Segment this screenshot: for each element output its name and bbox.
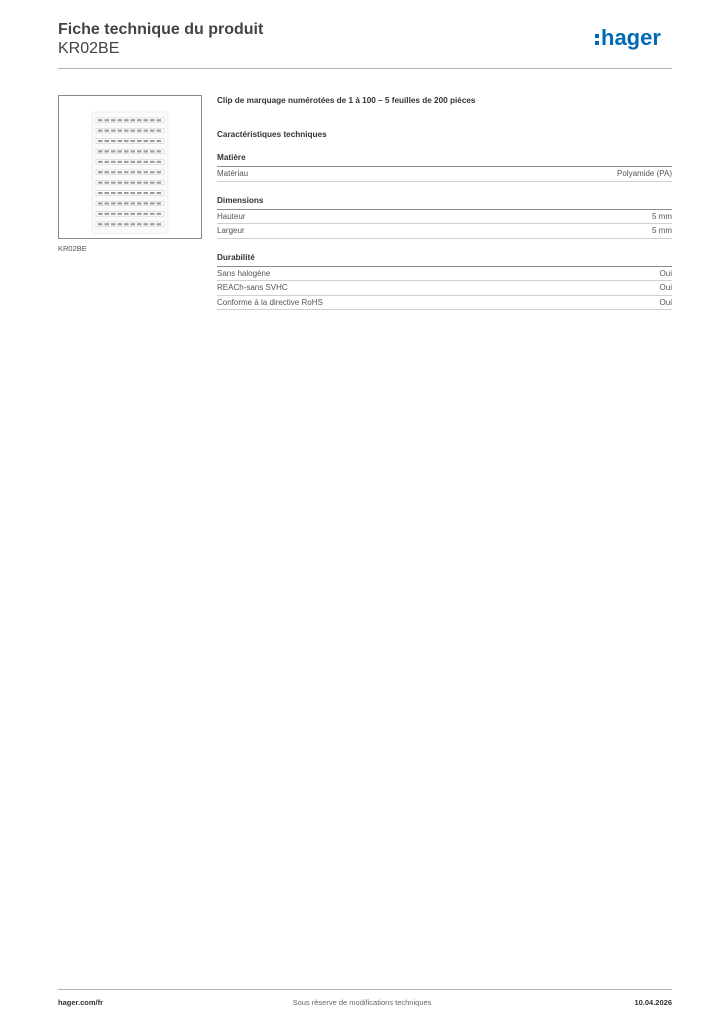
marker-clip: [131, 119, 136, 121]
footer-date: 10.04.2026: [634, 998, 672, 1007]
marker-clip: [137, 140, 142, 142]
marker-clip: [111, 182, 116, 184]
marker-clip: [137, 161, 142, 163]
marker-clip: [137, 171, 142, 173]
spec-value: Oui: [659, 283, 672, 292]
marker-clip: [98, 192, 103, 194]
marker-clip: [150, 213, 155, 215]
marker-clip: [144, 192, 149, 194]
marker-clip: [105, 150, 110, 152]
marker-clip: [124, 150, 129, 152]
marker-clip: [150, 171, 155, 173]
marker-clip: [111, 119, 116, 121]
marker-clip: [124, 223, 129, 225]
group-title: Durabilité: [217, 251, 672, 267]
marker-clip: [118, 119, 123, 121]
marker-clip: [111, 223, 116, 225]
marker-clip: [144, 223, 149, 225]
spec-value: 5 mm: [652, 226, 672, 235]
marker-clip: [98, 150, 103, 152]
marker-clip: [105, 140, 110, 142]
marker-clip: [118, 171, 123, 173]
marker-clip: [118, 161, 123, 163]
marker-clip: [111, 213, 116, 215]
marker-clip: [105, 213, 110, 215]
spec-group-matiere: [217, 151, 672, 182]
marker-clip: [137, 150, 142, 152]
marker-clip: [144, 182, 149, 184]
marker-clip: [150, 192, 155, 194]
marker-clip: [144, 140, 149, 142]
spec-row-hauteur: [217, 210, 672, 225]
marker-clip: [157, 223, 162, 225]
marker-clip: [150, 161, 155, 163]
marker-clip: [144, 202, 149, 204]
marker-clip: [111, 130, 116, 132]
marker-clip: [98, 130, 103, 132]
document-title: Fiche technique du produit: [58, 21, 264, 38]
product-image: [58, 95, 202, 239]
marker-clip: [157, 161, 162, 163]
marker-clip: [131, 202, 136, 204]
marker-clip: [98, 182, 103, 184]
spec-label: REACh-sans SVHC: [217, 283, 288, 292]
spec-row-sans-halogene: [217, 267, 672, 282]
marker-clip: [157, 140, 162, 142]
marker-clip: [105, 182, 110, 184]
spec-row-largeur: [217, 224, 672, 239]
marker-clip: [131, 161, 136, 163]
marker-clip: [98, 161, 103, 163]
spec-row-rohs: [217, 296, 672, 311]
marker-clip: [124, 140, 129, 142]
marker-clip: [144, 161, 149, 163]
marker-clip: [111, 161, 116, 163]
marker-clip: [105, 171, 110, 173]
marker-clip: [144, 171, 149, 173]
marker-clip: [98, 171, 103, 173]
marker-clip: [98, 140, 103, 142]
hager-logo: [594, 24, 672, 58]
marker-clip: [111, 140, 116, 142]
image-caption: KR02BE: [58, 244, 87, 253]
marker-clip: [144, 119, 149, 121]
marker-clip: [105, 130, 110, 132]
marker-clip: [111, 202, 116, 204]
marker-clip: [124, 202, 129, 204]
marker-clip: [98, 202, 103, 204]
spec-row-materiau: [217, 167, 672, 182]
marker-clip: [105, 119, 110, 121]
spec-value: 5 mm: [652, 211, 672, 221]
marker-clip: [150, 202, 155, 204]
spec-group-durabilite: [217, 251, 672, 311]
spec-label: Conforme à la directive RoHS: [217, 297, 323, 307]
marker-clip: [118, 223, 123, 225]
spec-label: Largeur: [217, 226, 245, 235]
marker-clip: [150, 119, 155, 121]
marker-clip: [124, 182, 129, 184]
marker-clip: [150, 223, 155, 225]
footer-website-link[interactable]: hager.com/fr: [58, 998, 104, 1007]
header-divider: [58, 68, 672, 69]
marker-clip: [98, 119, 103, 121]
marker-clip: [124, 161, 129, 163]
spec-label: Hauteur: [217, 211, 246, 221]
marker-clip: [118, 213, 123, 215]
marker-clip: [144, 213, 149, 215]
brand-name: hager: [601, 25, 661, 50]
marker-clip: [131, 182, 136, 184]
marker-clip: [124, 130, 129, 132]
marker-clip: [105, 223, 110, 225]
marker-clip: [137, 223, 142, 225]
marker-clip: [124, 192, 129, 194]
marker-clip: [111, 150, 116, 152]
footer-disclaimer: Sous réserve de modifications techniques: [292, 998, 432, 1007]
marker-clip: [131, 223, 136, 225]
marker-clip: [111, 192, 116, 194]
marker-clip: [118, 192, 123, 194]
marker-sheet-illustration: [59, 96, 201, 238]
marker-clip: [118, 150, 123, 152]
marker-clip: [131, 140, 136, 142]
spec-group-dimensions: [217, 194, 672, 239]
spec-row-reach: [217, 281, 672, 296]
marker-clip: [124, 213, 129, 215]
marker-clip: [118, 140, 123, 142]
marker-clip: [157, 150, 162, 152]
product-code: KR02BE: [58, 40, 120, 57]
footer-divider: [58, 989, 672, 990]
marker-clip: [118, 182, 123, 184]
marker-clip: [157, 213, 162, 215]
marker-clip: [105, 202, 110, 204]
marker-clip: [150, 140, 155, 142]
marker-clip: [157, 130, 162, 132]
spec-label: Matériau: [217, 169, 249, 178]
marker-clip: [118, 130, 123, 132]
marker-clip: [150, 150, 155, 152]
spec-heading: Caractéristiques techniques: [217, 130, 327, 139]
marker-clip: [137, 213, 142, 215]
marker-clip: [98, 223, 103, 225]
marker-clip: [150, 182, 155, 184]
marker-clip: [105, 161, 110, 163]
marker-clip: [105, 192, 110, 194]
product-description: Clip de marquage numérotées de 1 à 100 – 5 feuilles de 200 pièces: [217, 96, 476, 105]
marker-clip: [137, 202, 142, 204]
marker-clip: [157, 202, 162, 204]
marker-clip: [157, 171, 162, 173]
marker-clip: [157, 119, 162, 121]
marker-clip: [124, 171, 129, 173]
marker-clip: [137, 192, 142, 194]
marker-clip: [98, 213, 103, 215]
marker-clip: [131, 192, 136, 194]
marker-clip: [157, 182, 162, 184]
group-title: Dimensions: [217, 194, 672, 210]
spec-label: Sans halogène: [217, 268, 271, 278]
marker-clip: [131, 171, 136, 173]
spec-panel: [217, 95, 672, 310]
marker-clip: [144, 150, 149, 152]
marker-clip: [144, 130, 149, 132]
marker-clip: [131, 213, 136, 215]
spec-value: Oui: [659, 268, 672, 278]
spec-value: Oui: [659, 297, 672, 307]
spec-value: Polyamide (PA): [617, 169, 672, 178]
marker-clip: [131, 150, 136, 152]
marker-clip: [137, 119, 142, 121]
marker-clip: [157, 192, 162, 194]
group-title: Matière: [217, 151, 672, 167]
marker-clip: [131, 130, 136, 132]
marker-clip: [118, 202, 123, 204]
marker-clip: [150, 130, 155, 132]
marker-clip: [124, 119, 129, 121]
marker-clip: [137, 130, 142, 132]
marker-clip: [137, 182, 142, 184]
marker-clip: [111, 171, 116, 173]
